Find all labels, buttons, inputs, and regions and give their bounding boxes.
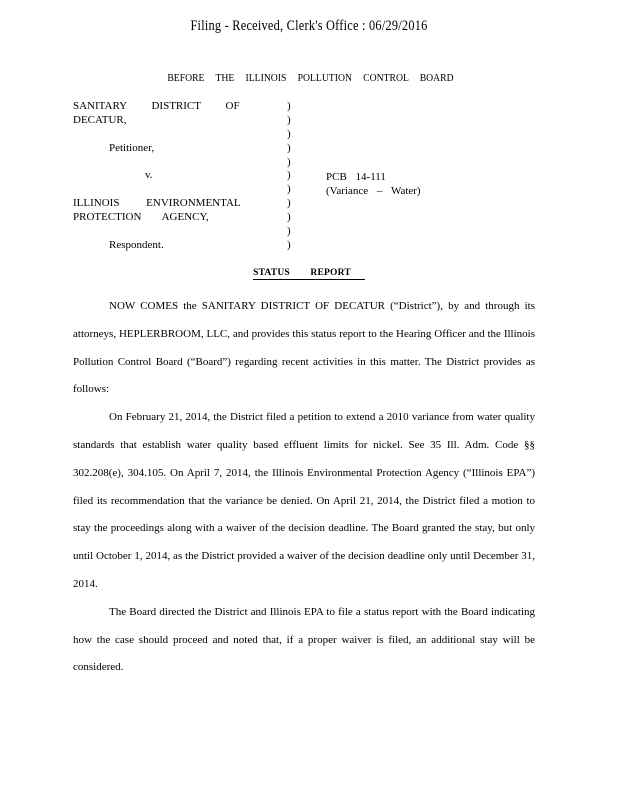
caption-paren: ) — [287, 100, 291, 112]
board-title: BEFORE THE ILLINOIS POLLUTION CONTROL BOARD — [167, 72, 454, 84]
respondent-name-line2: PROTECTION AGENCY, — [73, 211, 209, 224]
case-caption-number — [326, 170, 421, 198]
caption-paren: ) — [287, 183, 291, 196]
document-body — [73, 293, 535, 682]
caption-paren: ) — [287, 141, 291, 154]
case-type: (Variance – Water) — [326, 185, 421, 197]
respondent-label: Respondent. — [109, 238, 164, 251]
case-caption-parties — [73, 100, 283, 253]
caption-parenthesis-column — [287, 100, 291, 253]
body-paragraph: The Board directed the District and Illinois EPA to file a status report with the Board indicating how the case should proceed and noted that, if a proper waiver is filed, an additional stay will be considered. — [73, 605, 535, 674]
caption-paren: ) — [287, 155, 291, 168]
petitioner-name-line1: SANITARY DISTRICT OF — [73, 100, 240, 112]
caption-paren: ) — [287, 197, 291, 210]
case-number: PCB 14-111 — [326, 171, 386, 183]
caption-paren: ) — [287, 238, 291, 251]
filing-stamp-header: Filing - Received, Clerk's Office : 06/29/2016 — [190, 18, 428, 34]
petitioner-name-line2: DECATUR, — [73, 113, 127, 126]
caption-paren: ) — [287, 225, 291, 238]
caption-paren: ) — [287, 211, 291, 224]
caption-paren: ) — [287, 113, 291, 126]
section-heading — [0, 268, 618, 278]
caption-paren: ) — [287, 127, 291, 140]
status-report-heading: STATUS REPORT — [253, 268, 365, 280]
caption-paren: ) — [287, 169, 291, 182]
versus-label: v. — [145, 169, 153, 182]
petitioner-label: Petitioner, — [109, 141, 155, 154]
respondent-name-line1: ILLINOIS ENVIRONMENTAL — [73, 197, 241, 210]
body-paragraph: NOW COMES the SANITARY DISTRICT OF DECATUR (“District”), by and through its attorneys, HEPLERBROOM, LLC, and provides this status report to the Hearing Officer and the Illinois Pollution Control Board (“Board”) regarding recent activities in this matter. The District provides as follows: — [73, 300, 535, 396]
body-paragraph: On February 21, 2014, the District filed a petition to extend a 2010 variance from water quality standards that establish water quality based effluent limits for nickel. See 35 Ill. Adm. Code §§ 302.208(e), 304.105. On April 7, 2014, the Illinois Environmental Protection Agency (“Illinois EPA”) filed its recommendation that the variance be denied. On April 21, 2014, the District filed a motion to stay the proceedings along with a waiver of the decision deadline. The Board granted the stay, but only until October 1, 2014, as the District provided a waiver of the decision deadline only until December 31, 2014. — [73, 411, 535, 590]
